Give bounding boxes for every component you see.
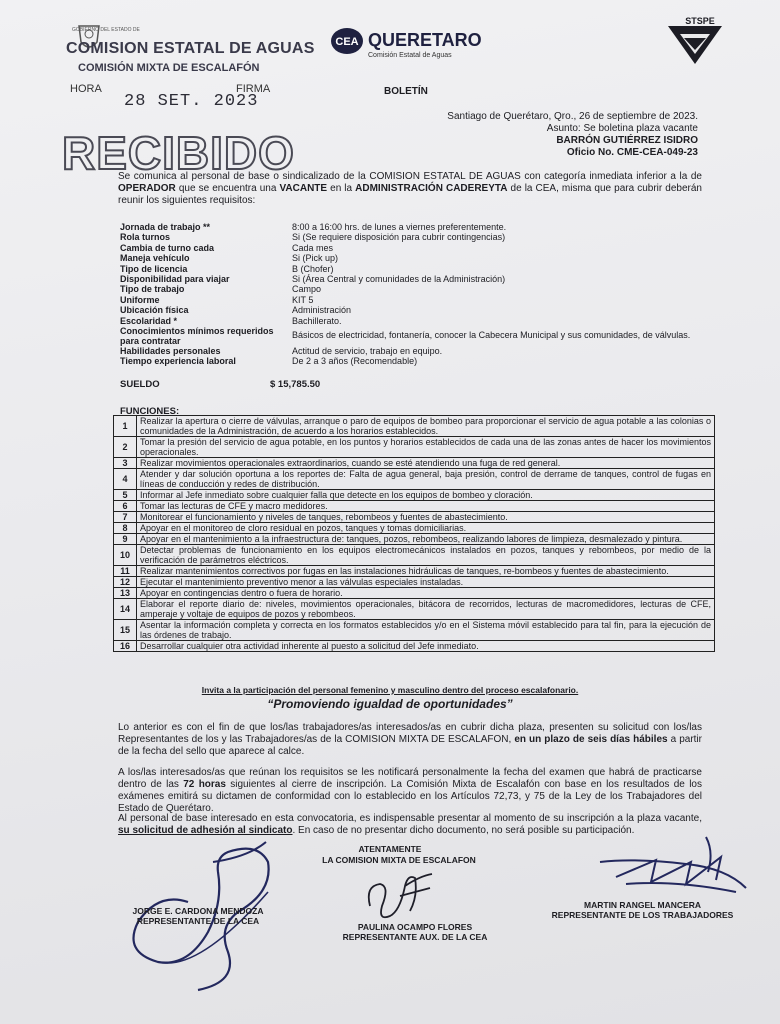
left-signer-role: REPRESENTANTE DE LA CEA (136, 916, 260, 926)
requirement-value: Básicos de electricidad, fontanería, conocer la Cabecera Municipal y sus comunidades, de válvulas. (292, 330, 691, 340)
funcion-text: Tomar las lecturas de CFE y macro medidores. (137, 501, 715, 512)
requirement-label: Cambia de turno cada (120, 242, 215, 253)
funcion-row (114, 490, 715, 501)
closing-paragraph-1: Lo anterior es con el fin de que los/las trabajadores/as interesados/as en cubrir dicha plaza, presenten su solicitud con los/las Representantes de los y las Trabajadores/as de la COMISION MIXTA DE ESCALAFON, en un plazo de seis días hábiles a partir de la fecha del sello que aparece al calce. (118, 722, 702, 757)
funcion-number: 6 (114, 501, 137, 512)
requirement-value: Administración (292, 305, 352, 316)
funcion-number: 11 (114, 566, 137, 577)
funcion-text: Detectar problemas de funcionamiento en los equipos electromecánicos instalados en pozos, tanques y rebombeos, por medio de la verificación de parámetros eléctricos. (137, 545, 715, 566)
funcion-row (114, 620, 715, 641)
requirement-label: Conocimientos mínimos requeridos para contratar (120, 326, 274, 346)
funcion-number: 10 (114, 545, 137, 566)
funcion-row (114, 641, 715, 652)
stspe-logo-text: STSPE (685, 16, 715, 26)
funcion-number: 1 (114, 416, 137, 437)
funcion-row (114, 599, 715, 620)
right-signer-role: REPRESENTANTE DE LOS TRABAJADORES (551, 910, 734, 920)
stamp-line-1: COMISION ESTATAL DE AGUAS (66, 40, 315, 57)
funcion-text: Ejecutar el mantenimiento preventivo menor a las válvulas especiales instaladas. (137, 577, 715, 588)
right-signer-name: MARTIN RANGEL MANCERA (584, 900, 701, 910)
subject: Asunto: Se boletina plaza vacante (546, 123, 698, 134)
closing-paragraph-2: A los/las interesados/as que reúnan los requisitos se les notificará personalmente la fecha del examen que habrá de practicarse dentro de las 72 horas siguientes al cierre de inscripción. La Comisión Mixta de Escalafón con base en los resultados de los exámenes emitirá su dictamen de conformidad con lo establecido en los Artículos 72,73, y 75 de la Ley de los Trabajadores del Estado de Querétaro. (118, 767, 702, 814)
stamp-firma-label: FIRMA (236, 83, 271, 95)
salary-value: $ 15,785.50 (270, 379, 321, 390)
requirement-label: Habilidades personales (120, 346, 221, 356)
funcion-number: 2 (114, 437, 137, 458)
cea-logo-text: CEA (335, 36, 359, 48)
center-signer-role: REPRESENTANTE AUX. DE LA CEA (342, 932, 488, 942)
stamp-date: 28 SET. 2023 (124, 92, 259, 111)
requirement-value: 8:00 a 16:00 hrs. de lunes a viernes preferentemente. (292, 222, 507, 232)
funcion-text: Realizar movimientos operacionales extraordinarios, cuando se esté atendiendo una fuga de red general. (137, 458, 715, 469)
funcion-text: Apoyar en el monitoreo de cloro residual en pozos, tanques y tomas domiciliarias. (137, 523, 715, 534)
requirement-value: KIT 5 (292, 294, 314, 305)
funcion-row (114, 469, 715, 490)
funcion-text: Desarrollar cualquier otra actividad inherente al puesto a solicitud del Jefe inmediato. (137, 641, 715, 652)
oficio-number: Oficio No. CME-CEA-049-23 (566, 147, 698, 158)
cea-subtitle: Comisión Estatal de Aguas (368, 52, 452, 59)
center-signer-name: PAULINA OCAMPO FLORES (357, 922, 473, 932)
atentamente: ATENTAMENTE (358, 844, 422, 854)
funcion-text: Tomar la presión del servicio de agua potable, en los puntos y horarios establecidos de cada una de las zonas antes de hacer los movimientos operacionales. (137, 437, 715, 458)
salary-label: SUELDO (120, 379, 160, 390)
requirement-value: Si (Pick up) (292, 253, 339, 264)
funcion-text: Asentar la información completa y correcta en los formatos establecidos y/o en el Sistema móvil establecido para tal fin, para la ejecución de las órdenes de trabajo. (137, 620, 715, 641)
requirement-label: Rola turnos (120, 232, 171, 243)
left-signer-name: JORGE E. CARDONA MENDOZA (132, 906, 264, 916)
funcion-row (114, 458, 715, 469)
funcion-number: 5 (114, 490, 137, 501)
invitation-text: Invita a la participación del personal femenino y masculino dentro del proceso escalafonario. (201, 685, 579, 695)
funcion-number: 3 (114, 458, 137, 469)
right-signature-ink (596, 832, 756, 902)
funciones-table (113, 415, 715, 652)
funcion-number: 7 (114, 512, 137, 523)
cea-name: QUERETARO (368, 30, 482, 50)
funcion-number: 13 (114, 588, 137, 599)
document-title: BOLETÍN (384, 86, 428, 97)
center-signature-ink (360, 866, 440, 930)
funcion-text: Apoyar en el mantenimiento a la infraestructura de: tanques, pozos, rebombeos, realizando labores de limpieza, desmalezado y pintura. (137, 534, 715, 545)
funcion-number: 9 (114, 534, 137, 545)
funcion-text: Monitorear el funcionamiento y niveles de tanques, rebombeos y fuentes de abastecimiento. (137, 512, 715, 523)
funcion-text: Atender y dar solución oportuna a los reportes de: Falta de agua general, baja presión, control de derrame de tanques, control de fugas en líneas de conducción y redes de distribución. (137, 469, 715, 490)
funcion-row (114, 534, 715, 545)
funcion-row (114, 501, 715, 512)
cea-logo-icon (330, 27, 364, 55)
requirement-label: Disponibilidad para viajar (120, 274, 230, 284)
requirement-value: Bachillerato. (292, 315, 342, 326)
funcion-text: Realizar mantenimientos correctivos por fugas en las instalaciones hidráulicas de tanques, re-bombeos y fuentes de abastecimiento. (137, 566, 715, 577)
stamp-small-text: GOBIERNO DEL ESTADO DE (72, 27, 140, 33)
funcion-row (114, 512, 715, 523)
recibido-stamp: RECIBIDO (62, 127, 295, 179)
funcion-row (114, 437, 715, 458)
funcion-number: 12 (114, 577, 137, 588)
requirement-label: Maneja vehículo (120, 253, 190, 264)
requirement-label: Uniforme (120, 294, 160, 305)
stamp-line-2: COMISIÓN MIXTA DE ESCALAFÓN (78, 62, 260, 74)
funcion-row (114, 545, 715, 566)
funcion-number: 4 (114, 469, 137, 490)
funcion-number: 8 (114, 523, 137, 534)
requirement-value: Si (Se requiere disposición para cubrir contingencias) (292, 232, 506, 243)
requirement-label: Tipo de trabajo (120, 284, 185, 295)
intro-paragraph: Se comunica al personal de base o sindicalizado de la COMISION ESTATAL DE AGUAS con categoría inmediata inferior a la de OPERADOR que se encuentra una VACANTE en la ADMINISTRACIÓN CADEREYTA de la CEA, misma que para cubrir deberán reunir los siguientes requisitos: (118, 171, 702, 206)
requirement-value: Campo (292, 284, 322, 295)
stspe-logo-icon (664, 14, 726, 66)
requirement-value: De 2 a 3 años (Recomendable) (292, 356, 418, 367)
requirement-value: Si (Área Central y comunidades de la Administración) (292, 274, 506, 284)
funcion-row (114, 588, 715, 599)
funcion-text: Realizar la apertura o cierre de válvulas, arranque o paro de equipos de bombeo para proporcionar el servicio de agua potable a las colonias o comunidades de la Administración, de acuerdo a los horarios establecidos. (137, 416, 715, 437)
requirement-value: B (Chofer) (292, 263, 334, 274)
slogan: “Promoviendo igualdad de oportunidades” (267, 697, 513, 711)
funcion-number: 14 (114, 599, 137, 620)
funciones-title: FUNCIONES: (120, 406, 180, 417)
funcion-row (114, 416, 715, 437)
comision-name: LA COMISION MIXTA DE ESCALAFON (322, 855, 476, 865)
funcion-row (114, 566, 715, 577)
closing-paragraph-3: Al personal de base interesado en esta convocatoria, es indispensable presentar al momento de su inscripción a la plaza vacante, su solicitud de adhesión al sindicato. En caso de no presentar dicho documento, no será posible su participación. (118, 813, 702, 836)
funcion-row (114, 523, 715, 534)
requirement-value: Cada mes (292, 242, 334, 253)
funcion-row (114, 577, 715, 588)
recipient: BARRÓN GUTIÉRREZ ISIDRO (556, 135, 698, 146)
funcion-text: Apoyar en contingencias dentro o fuera de horario. (137, 588, 715, 599)
requirement-label: Ubicación física (120, 305, 189, 316)
funcion-number: 16 (114, 641, 137, 652)
requirement-label: Tiempo experiencia laboral (120, 356, 236, 367)
requirement-label: Escolaridad * (120, 315, 178, 326)
place-date: Santiago de Querétaro, Qro., 26 de septiembre de 2023. (447, 111, 698, 122)
funcion-text: Elaborar el reporte diario de: niveles, movimientos operacionales, bitácora de recorridos, lecturas de macromedidores, lecturas de CFE, amperaje y voltaje de equipos de pozos y rebombeos. (137, 599, 715, 620)
requirement-value: Actitud de servicio, trabajo en equipo. (292, 346, 443, 356)
stamp-hora-label: HORA (70, 83, 102, 95)
requirement-label: Tipo de licencia (120, 263, 188, 274)
funcion-number: 15 (114, 620, 137, 641)
funcion-text: Informar al Jefe inmediato sobre cualquier falla que detecte en los equipos de bombeo y cloración. (137, 490, 715, 501)
requirement-label: Jornada de trabajo ** (120, 222, 211, 232)
